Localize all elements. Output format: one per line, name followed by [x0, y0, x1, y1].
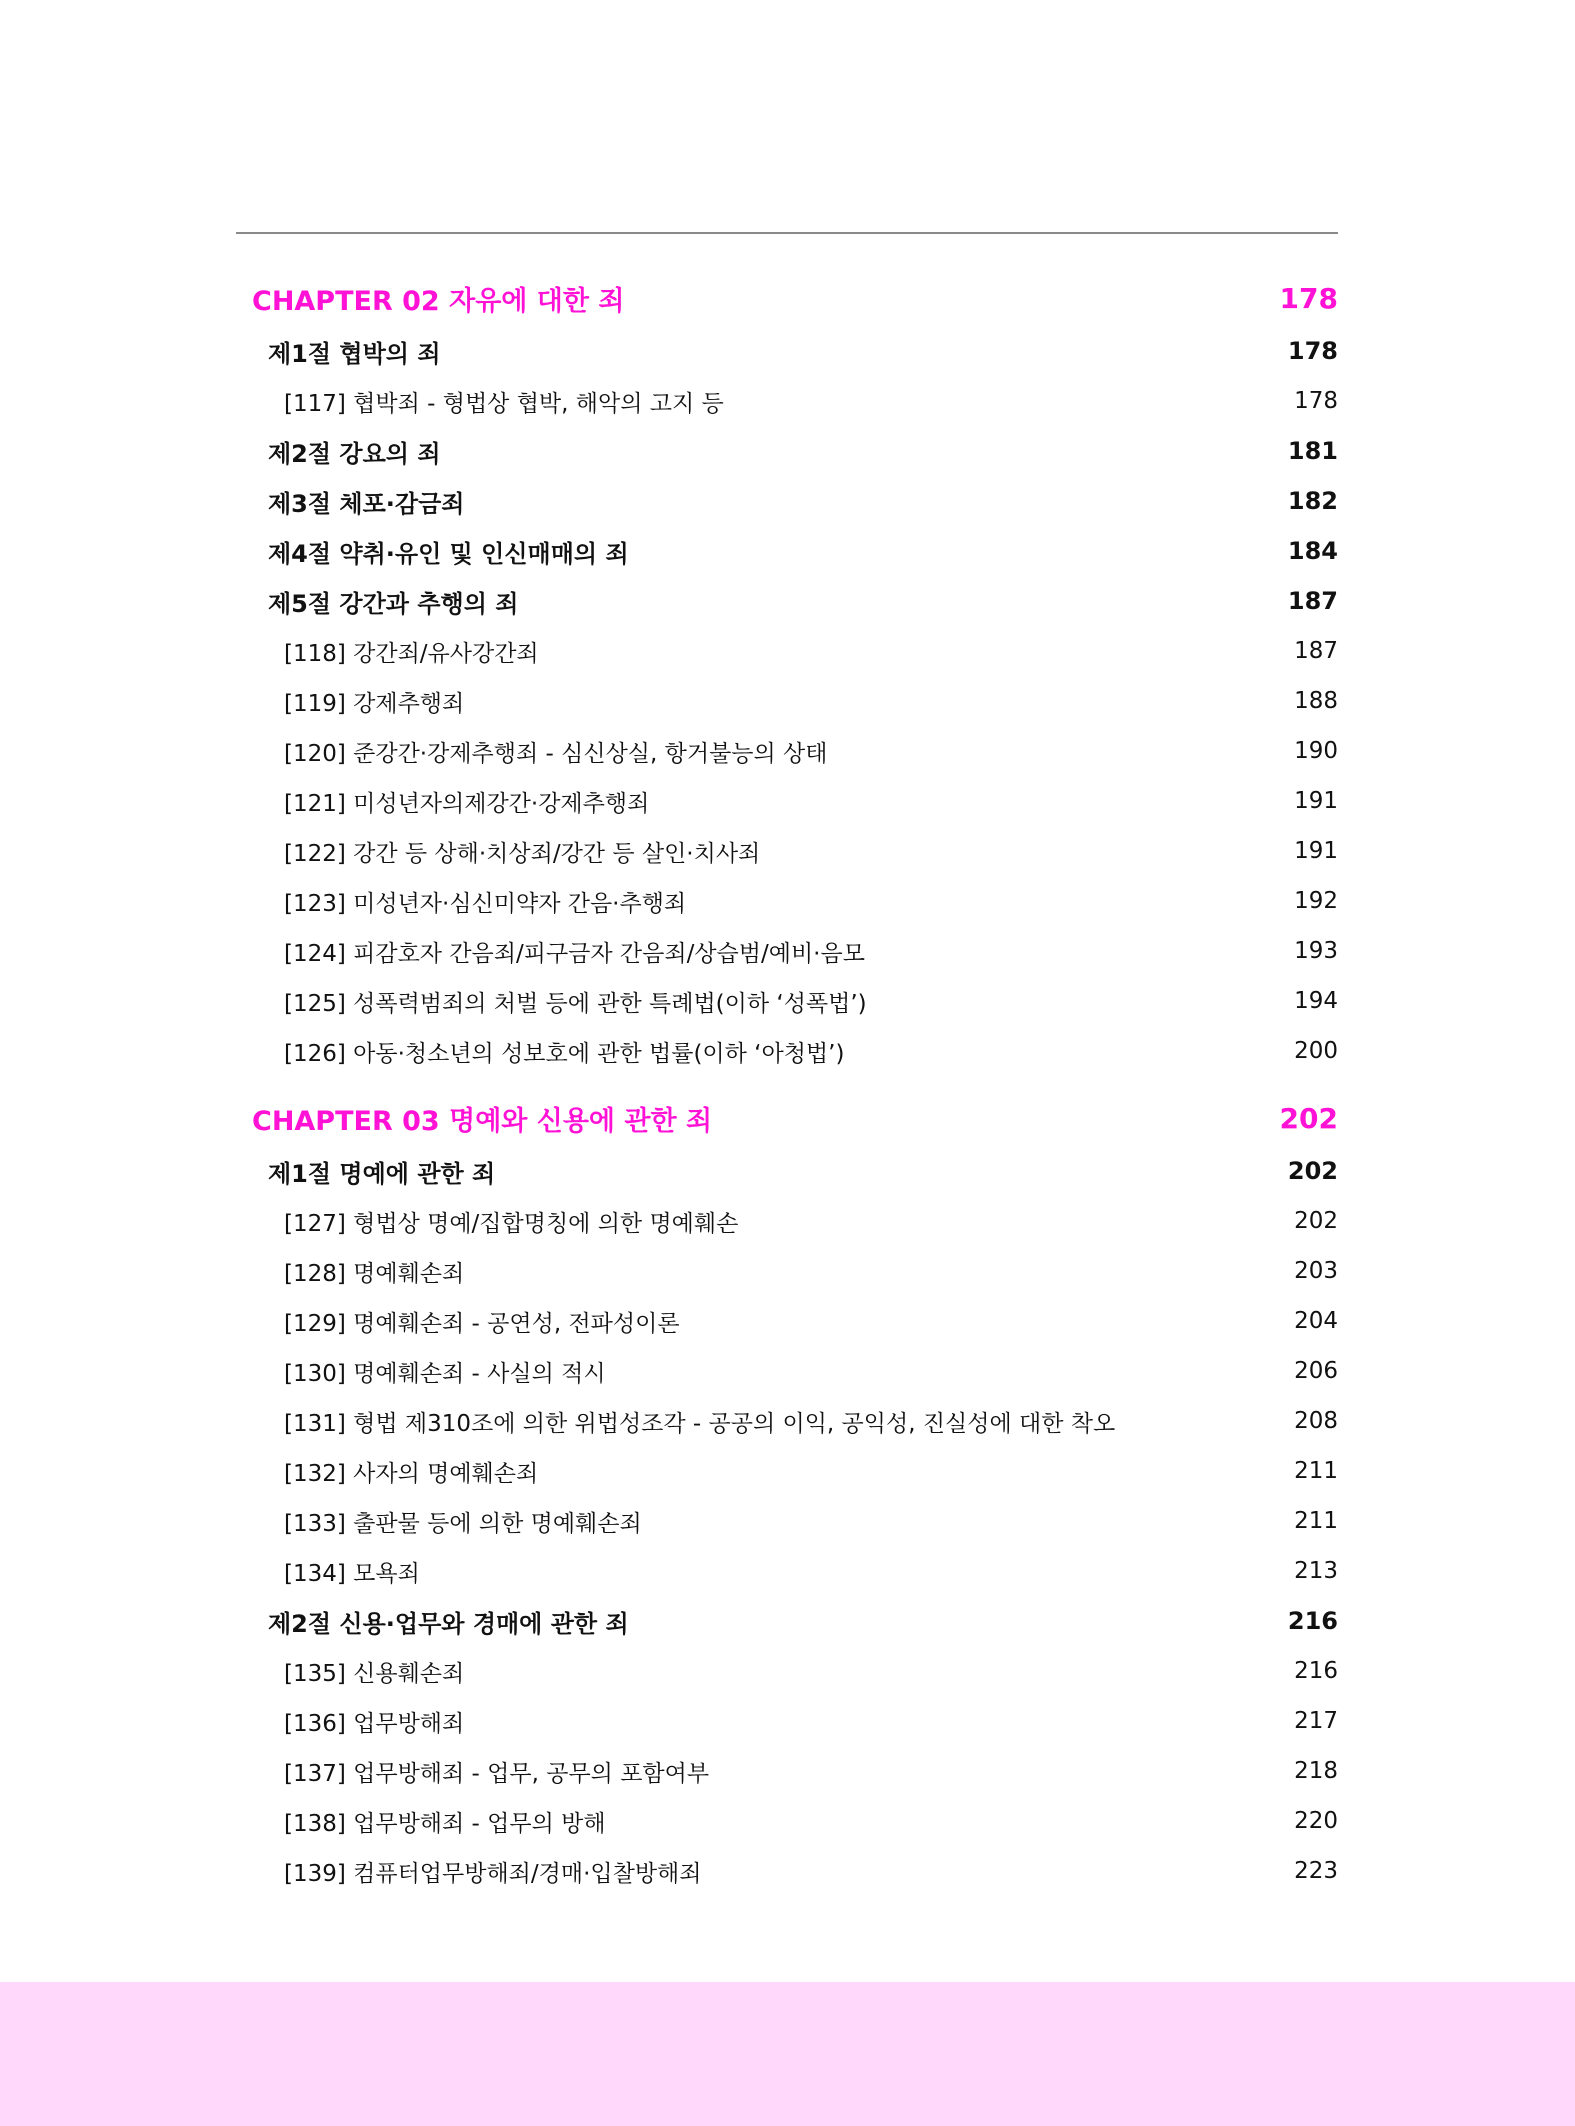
toc-page-number: 223	[1294, 1858, 1338, 1884]
toc-item-title: [124] 피감호자 간음죄/피구금자 간음죄/상습범/예비·음모	[284, 940, 865, 967]
toc-item-title: [122] 강간 등 상해·치상죄/강간 등 살인·치사죄	[284, 840, 761, 867]
toc-page-number: 182	[1287, 487, 1338, 515]
toc-page-number: 218	[1294, 1758, 1338, 1784]
toc-item-row[interactable]	[236, 1546, 1338, 1596]
toc-item-row[interactable]	[236, 1496, 1338, 1546]
toc-item-title: [139] 컴퓨터업무방해죄/경매·입찰방해죄	[284, 1860, 702, 1887]
toc-page-number: 191	[1294, 788, 1338, 814]
toc-section-title: 제1절 명예에 관한 죄	[268, 1159, 496, 1188]
toc-item-title: [117] 협박죄 - 형법상 협박, 해악의 고지 등	[284, 390, 724, 417]
toc-chapter-title: CHAPTER 02 자유에 대한 죄	[252, 285, 625, 317]
toc-item-title: [133] 출판물 등에 의한 명예훼손죄	[284, 1510, 642, 1537]
toc-section-row[interactable]	[236, 1596, 1338, 1646]
toc-page-number: 213	[1294, 1558, 1338, 1584]
toc-chapter-title: CHAPTER 03 명예와 신용에 관한 죄	[252, 1105, 713, 1137]
toc-item-title: [126] 아동·청소년의 성보호에 관한 법률(이하 ‘아청법’)	[284, 1040, 845, 1067]
toc-page-number: 194	[1294, 988, 1338, 1014]
toc-section-title: 제5절 강간과 추행의 죄	[268, 589, 519, 618]
toc-chapter-row[interactable]	[236, 270, 1338, 326]
toc-page-number: 184	[1287, 537, 1338, 565]
toc-item-row[interactable]	[236, 726, 1338, 776]
toc-item-row[interactable]	[236, 876, 1338, 926]
toc-page-number: 178	[1279, 281, 1338, 315]
toc-page-number: 211	[1294, 1458, 1338, 1484]
toc-item-title: [136] 업무방해죄	[284, 1710, 465, 1737]
toc-item-title: [119] 강제추행죄	[284, 690, 465, 717]
toc-section-row[interactable]	[236, 326, 1338, 376]
toc-item-title: [131] 형법 제310조에 의한 위법성조각 - 공공의 이익, 공익성, 진실성에 대한 착오	[284, 1410, 1116, 1437]
toc-item-title: [134] 모욕죄	[284, 1560, 420, 1587]
toc-item-row[interactable]	[236, 1696, 1338, 1746]
toc-page-number: 206	[1294, 1358, 1338, 1384]
toc-item-row[interactable]	[236, 1396, 1338, 1446]
toc-page-number: 188	[1294, 688, 1338, 714]
toc-section-row[interactable]	[236, 576, 1338, 626]
toc-page-number: 216	[1287, 1607, 1338, 1635]
toc-page-number: 217	[1294, 1708, 1338, 1734]
toc-page-number: 181	[1287, 437, 1338, 465]
toc-page-number: 187	[1287, 587, 1338, 615]
toc-chapter-row[interactable]	[236, 1090, 1338, 1146]
toc-item-title: [138] 업무방해죄 - 업무의 방해	[284, 1810, 606, 1837]
toc-page-number: 202	[1287, 1157, 1338, 1185]
toc-item-row[interactable]	[236, 1846, 1338, 1896]
toc-section-title: 제1절 협박의 죄	[268, 339, 441, 368]
toc-item-title: [118] 강간죄/유사강간죄	[284, 640, 539, 667]
toc-item-row[interactable]	[236, 1026, 1338, 1076]
toc-page-number: 220	[1294, 1808, 1338, 1834]
toc-page-number: 202	[1294, 1208, 1338, 1234]
toc-page-number: 191	[1294, 838, 1338, 864]
toc-page-number: 200	[1294, 1038, 1338, 1064]
toc-page-number: 211	[1294, 1508, 1338, 1534]
toc-item-title: [121] 미성년자의제강간·강제추행죄	[284, 790, 650, 817]
toc-section-title: 제4절 약취·유인 및 인신매매의 죄	[268, 539, 629, 568]
toc-section-row[interactable]	[236, 426, 1338, 476]
toc-item-row[interactable]	[236, 826, 1338, 876]
toc-item-title: [137] 업무방해죄 - 업무, 공무의 포함여부	[284, 1760, 710, 1787]
toc-section-title: 제3절 체포·감금죄	[268, 489, 465, 518]
toc-item-row[interactable]	[236, 1746, 1338, 1796]
toc-section-title: 제2절 강요의 죄	[268, 439, 441, 468]
toc-item-row[interactable]	[236, 1296, 1338, 1346]
toc-page-number: 190	[1294, 738, 1338, 764]
toc-page-number: 192	[1294, 888, 1338, 914]
toc-page-number: 208	[1294, 1408, 1338, 1434]
toc-page-number: 193	[1294, 938, 1338, 964]
toc-page-number: 216	[1294, 1658, 1338, 1684]
toc-section-row[interactable]	[236, 476, 1338, 526]
toc-item-row[interactable]	[236, 926, 1338, 976]
toc-item-row[interactable]	[236, 1796, 1338, 1846]
header-rule	[236, 232, 1338, 234]
toc-item-row[interactable]	[236, 1346, 1338, 1396]
toc-item-row[interactable]	[236, 626, 1338, 676]
toc-item-row[interactable]	[236, 1196, 1338, 1246]
toc-item-title: [128] 명예훼손죄	[284, 1260, 465, 1287]
table-of-contents	[236, 270, 1338, 1896]
toc-item-title: [129] 명예훼손죄 - 공연성, 전파성이론	[284, 1310, 680, 1337]
toc-item-row[interactable]	[236, 1446, 1338, 1496]
footer-band	[0, 1982, 1575, 2126]
toc-page-number: 178	[1287, 337, 1338, 365]
toc-page-number: 187	[1294, 638, 1338, 664]
toc-page-number: 202	[1279, 1101, 1338, 1135]
toc-item-title: [125] 성폭력범죄의 처벌 등에 관한 특례법(이하 ‘성폭법’)	[284, 990, 867, 1017]
toc-item-title: [120] 준강간·강제추행죄 - 심신상실, 항거불능의 상태	[284, 740, 828, 767]
toc-section-title: 제2절 신용·업무와 경매에 관한 죄	[268, 1609, 629, 1638]
toc-item-row[interactable]	[236, 1246, 1338, 1296]
toc-page-number: 178	[1294, 388, 1338, 414]
toc-item-title: [135] 신용훼손죄	[284, 1660, 465, 1687]
toc-item-row[interactable]	[236, 676, 1338, 726]
toc-item-row[interactable]	[236, 1646, 1338, 1696]
toc-section-row[interactable]	[236, 526, 1338, 576]
toc-item-row[interactable]	[236, 376, 1338, 426]
toc-item-title: [130] 명예훼손죄 - 사실의 적시	[284, 1360, 606, 1387]
toc-item-row[interactable]	[236, 776, 1338, 826]
toc-item-title: [123] 미성년자·심신미약자 간음·추행죄	[284, 890, 687, 917]
toc-item-title: [127] 형법상 명예/집합명칭에 의한 명예훼손	[284, 1210, 739, 1237]
toc-item-title: [132] 사자의 명예훼손죄	[284, 1460, 539, 1487]
toc-page-number: 204	[1294, 1308, 1338, 1334]
toc-section-row[interactable]	[236, 1146, 1338, 1196]
toc-page-number: 203	[1294, 1258, 1338, 1284]
toc-item-row[interactable]	[236, 976, 1338, 1026]
